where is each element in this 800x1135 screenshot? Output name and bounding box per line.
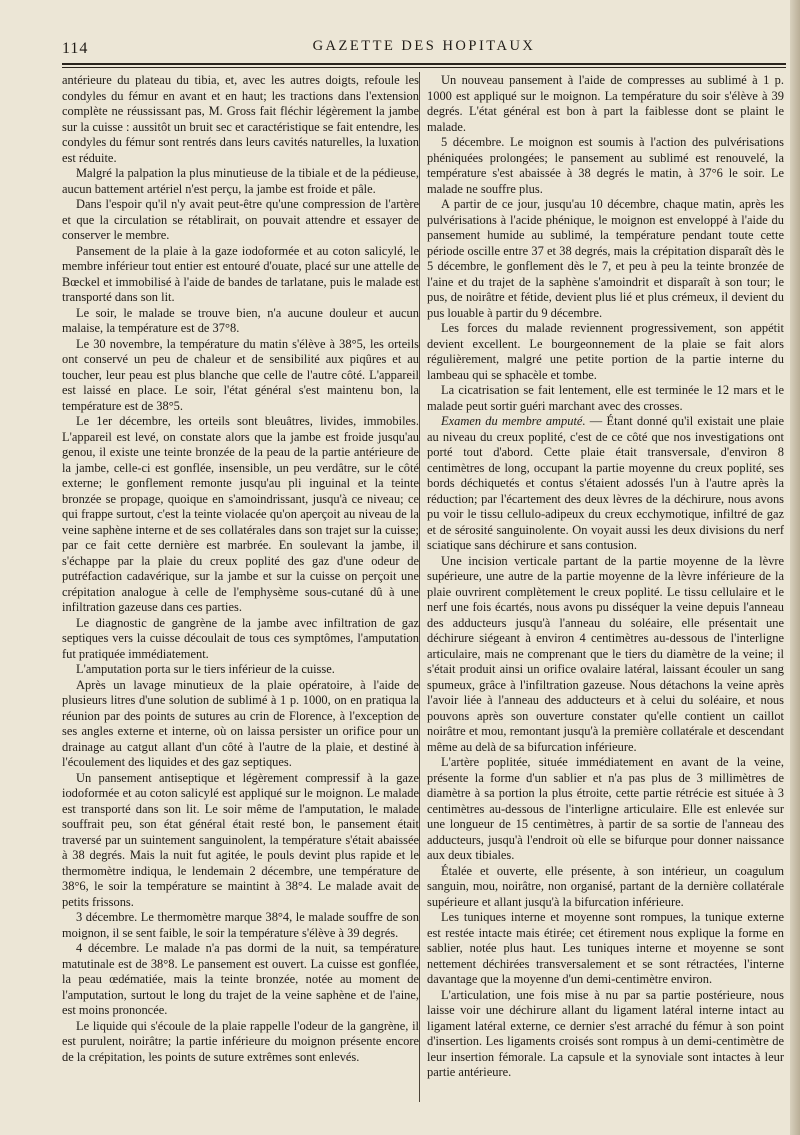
left-column — [62, 73, 419, 1065]
paragraph: 4 décembre. Le malade n'a pas dormi de la nuit, sa température matutinale est de 38°8. Le pansement est ouvert. La cuisse est gonflée, la peau œdématiée, mais la teinte bronzée, notée au moment de l'amputation, surtout le long du trajet de la veine saphène et de l'aine, est moins prononcée. — [62, 941, 419, 1017]
paragraph: Étalée et ouverte, elle présente, à son intérieur, un coagulum sanguin, mou, noirâtre, non organisé, partant de la dernière collatérale supérieure et allant jusqu'à la bifurcation inférieure. — [427, 863, 784, 909]
page-header — [62, 38, 786, 60]
paragraph: Une incision verticale partant de la partie moyenne de la lèvre supérieure, une autre de la partie moyenne de la lèvre inférieure de la plaie ouvrirent complètement le creux poplité. Le tissu cellulaire et le nerf une fois écartés, nous avons pu disséquer la veine depuis l'anneau des adducteurs jusqu'à l'anneau du soléaire, elle présentait une déchirure siégeant à environ 4 centimètres au-dessous de l'interligne articulaire, mais ne comprenant que le tiers du diamètre de la veine; il s'était produit ainsi un orifice ovalaire latéral, laissant écouler un sang spumeux, grâce à l'infiltration gazeuse. Nous détachons la veine après l'avoir liée à l'anneau des adducteurs et à celui du soléaire, et nous pouvons après son ouverture constater qu'elle contient un caillot noirâtre et mou, remontant jusqu'à la première collatérale et descendant même au delà de sa bifurcation inférieure. — [427, 553, 784, 754]
paragraph: L'amputation porta sur le tiers inférieur de la cuisse. — [76, 662, 335, 676]
paragraph: Pansement de la plaie à la gaze iodoformée et au coton salicylé, le membre inférieur tout entier est entouré d'ouate, placé sur une attelle de Bœckel et immobilisé à l'aide de bandes de tarlatane, puis le malade est transporté dans son lit. — [62, 243, 419, 304]
paragraph: 3 décembre. Le thermomètre marque 38°4, le malade souffre de son moignon, il se sent faible, le soir la température s'élève à 39 degrés. — [62, 910, 419, 940]
paragraph: Un nouveau pansement à l'aide de compresses au sublimé à 1 p. 1000 est appliqué sur le moignon. La température du soir s'élève à 39 degrés. L'état général est bon à part la faiblesse dont se plaint le malade. — [427, 73, 784, 134]
paragraph: Malgré la palpation la plus minutieuse de la tibiale et de la pédieuse, aucun battement artériel n'est perçu, la jambe est froide et pâle. — [62, 166, 419, 196]
paragraph: Le soir, le malade se trouve bien, n'a aucune douleur et aucun malaise, la température est de 37°8. — [62, 305, 419, 335]
paragraph: antérieure du plateau du tibia, et, avec les autres doigts, refoule les condyles du fémur en avant et en haut; les tractions dans l'extension complète ne réussissant pas, M. Gross fait fléchir légèrement la jambe sur la cuisse : aussitôt un bruit sec et caractéristique se fait entendre, les condyles du fémur sont rentrés dans leurs cavités naturelles, la luxation est réduite. — [62, 73, 419, 165]
paragraph-text: Étant donné qu'il existait une plaie au niveau du creux poplité, c'est de ce côté que nos investigations ont porté tout d'abord. Cette plaie était transversale, d'environ 8 centimètres de long, occupant la partie moyenne du creux poplité, ses bords déchiquetés et contus s'étaient adossés l'un à l'autre après la réduction; par l'écartement des deux lèvres de la déchirure, nous avons pu voir le tissu cellulo-adipeux du creux ecchymotique, infiltré de gaz et de sérosité sanguinolente. On voyait aussi les deux divisions du nerf sciatique sans déchirure et sans contusion. — [427, 414, 785, 552]
right-column — [427, 73, 784, 1081]
paragraph: Un pansement antiseptique et légèrement compressif à la gaze iodoformée et au coton salicylé est appliqué sur le moignon. Le malade est transporté dans son lit. Le soir même de l'amputation, le malade souffrait peu, son état général était resté bon, le pansement était traversé par un suintement sanguinolent, la température s'était abaissée à 38 degrés. Mais la nuit fut agitée, le pouls devint plus rapide et le thermomètre indiqua, le lendemain 2 décembre, une température de 38°6, le soir la température se maintint à 38°4. Le malade avait de petits frissons. — [62, 770, 419, 909]
paragraph: Le liquide qui s'écoule de la plaie rappelle l'odeur de la gangrène, il est purulent, noirâtre; la partie inférieure du moignon présente encore de la crépitation, les points de suture extrêmes sont enlevés. — [62, 1018, 419, 1064]
paragraph: Les forces du malade reviennent progressivement, son appétit devient excellent. Le bourgeonnement de la plaie se fait alors régulièrement, malgré une petite portion de la partie interne du lambeau qui se sphacèle et tombe. — [427, 321, 784, 382]
paragraph: Après un lavage minutieux de la plaie opératoire, à l'aide de plusieurs litres d'une solution de sublimé à 1 p. 1000, on en pratiqua la réunion par des points de sutures au crin de Florence, à l'exception de ses angles externe et interne, où on laissa persister un orifice pour un drainage au catgut allant d'un côté à l'autre de la plaie, et destiné à l'écoulement des liquides et des gaz septiques. — [62, 677, 419, 769]
header-rule-thin — [62, 67, 786, 68]
section-lead: Examen du membre amputé. — [441, 414, 586, 428]
paragraph: L'articulation, une fois mise à nu par sa partie postérieure, nous laisse voir une déchirure allant du ligament latéral interne intact au ligament latéral externe, ce dernier s'est arraché du fémur à son point d'insertion. Les ligaments croisés sont rompus à un demi-centimètre de leur insertion fémorale. La capsule et la synoviale sont intactes à leur partie antérieure. — [427, 987, 784, 1079]
page-title: GAZETTE DES HOPITAUX — [312, 38, 536, 54]
paragraph: La cicatrisation se fait lentement, elle est terminée le 12 mars et le malade peut sortir guéri marchant avec des crosses. — [427, 383, 784, 413]
paragraph: 5 décembre. Le moignon est soumis à l'action des pulvérisations phéniquées prolongées; le pansement au sublimé est renouvelé, la température s'est abaissée à 38 degrés le matin, à 37°6 le soir. Le malade ne souffre plus. — [427, 135, 784, 196]
paragraph: A partir de ce jour, jusqu'au 10 décembre, chaque matin, après les pulvérisations à l'acide phénique, le moignon est enveloppé à l'aide du pansement humide au sublimé, la température pendant toute cette période oscille entre 37 et 38 degrés, mais la crépitation disparaît dès le 5 décembre, le gonflement dès le 7, et peu à peu la teinte bronzée de l'aine et du trajet de la saphène s'amoindrit et disparaît à son tour; le pus, de noirâtre et fétide, devient plus lié et plus crémeux, il devient du pus louable à partir du 9 décembre. — [427, 197, 784, 320]
paragraph: Dans l'espoir qu'il n'y avait peut-être qu'une compression de l'artère et que la circulation se rétablirait, on pouvait attendre et essayer de conserver le membre. — [62, 197, 419, 242]
header-rule — [62, 63, 786, 65]
paragraph: Le diagnostic de gangrène de la jambe avec infiltration de gaz septiques vers la cuisse découlait de tous ces symptômes, l'amputation fut pratiquée immédiatement. — [62, 615, 419, 661]
paragraph: Le 1er décembre, les orteils sont bleuâtres, livides, immobiles. L'appareil est levé, on constate alors que la jambe est froide jusqu'au genou, il existe une teinte bronzée de la peau de la partie antérieure de la jambe, celle-ci est gonflée, insensible, un peu verdâtre, sur le côté externe; le gonflement remonte jusqu'au pli inguinal et la teinte bronzée se propage, quoique en s'amoindrissant, jusqu'à ce niveau; ce qui frappe surtout, c'est la teinte violacée qu'on aperçoit au niveau de la veine saphène interne et de ses collatérales dans son trajet sur la cuisse; par ce fait cette dernière est marbrée. En soulevant la jambe, il s'échappe par la plaie du creux poplité des gaz d'une odeur de putréfaction cadavérique, sur la jambe et sur la cuisse on perçoit une crépitation analogue à celle de l'emphysème sous-cutané dû à une infiltration gazeuse dans ces parties. — [62, 414, 419, 614]
page-number: 114 — [62, 40, 89, 57]
page-edge — [790, 0, 800, 1135]
paragraph-examen: Examen du membre amputé. — Étant donné qu'il existait une plaie au niveau du creux poplité, c'est de ce côté que nos investigations ont porté tout d'abord. Cette plaie était transversale, d'environ 8 centimètres de long, occupant la partie moyenne du creux poplité, ses bords déchiquetés et contus s'étaient adossés l'un à l'autre après la réduction; par l'écartement des deux lèvres de la déchirure, nous avons pu voir le tissu cellulo-adipeux du creux ecchymotique, infiltré de gaz et de sérosité sanguinolente. On voyait aussi les deux divisions du nerf sciatique sans déchirure et sans contusion. — [427, 414, 785, 552]
paragraph: Les tuniques interne et moyenne sont rompues, la tunique externe est restée intacte mais étirée; cet étirement nous explique la forme en sablier, notée plus haut. Les tuniques interne et moyenne se sont nettement déchirées transversalement et se sont rétractées, l'interne davantage que la moyenne d'un demi-centimètre environ. — [427, 910, 784, 986]
paragraph: L'artère poplitée, située immédiatement en avant de la veine, présente la forme d'un sablier et n'a pas plus de 3 millimètres de diamètre à sa portion la plus étroite, cette partie rétrécie est située à 3 centimètres au-dessous de l'interligne articulaire. Elle est enlevée sur une longueur de 15 centimètres, à partir de sa sortie de l'anneau des adducteurs, jusqu'à l'endroit où elle se bifurque pour donner naissance aux deux tibiales. — [427, 755, 784, 862]
column-divider — [419, 72, 420, 1102]
paragraph: Le 30 novembre, la température du matin s'élève à 38°5, les orteils ont conservé un peu de chaleur et de sensibilité aux piqûres et au toucher, leur peau est plus blanche que celle de l'autre côté. L'appareil est laissé en place. Le soir, l'état général s'est maintenu bon, la température est de 38°5. — [62, 336, 419, 413]
